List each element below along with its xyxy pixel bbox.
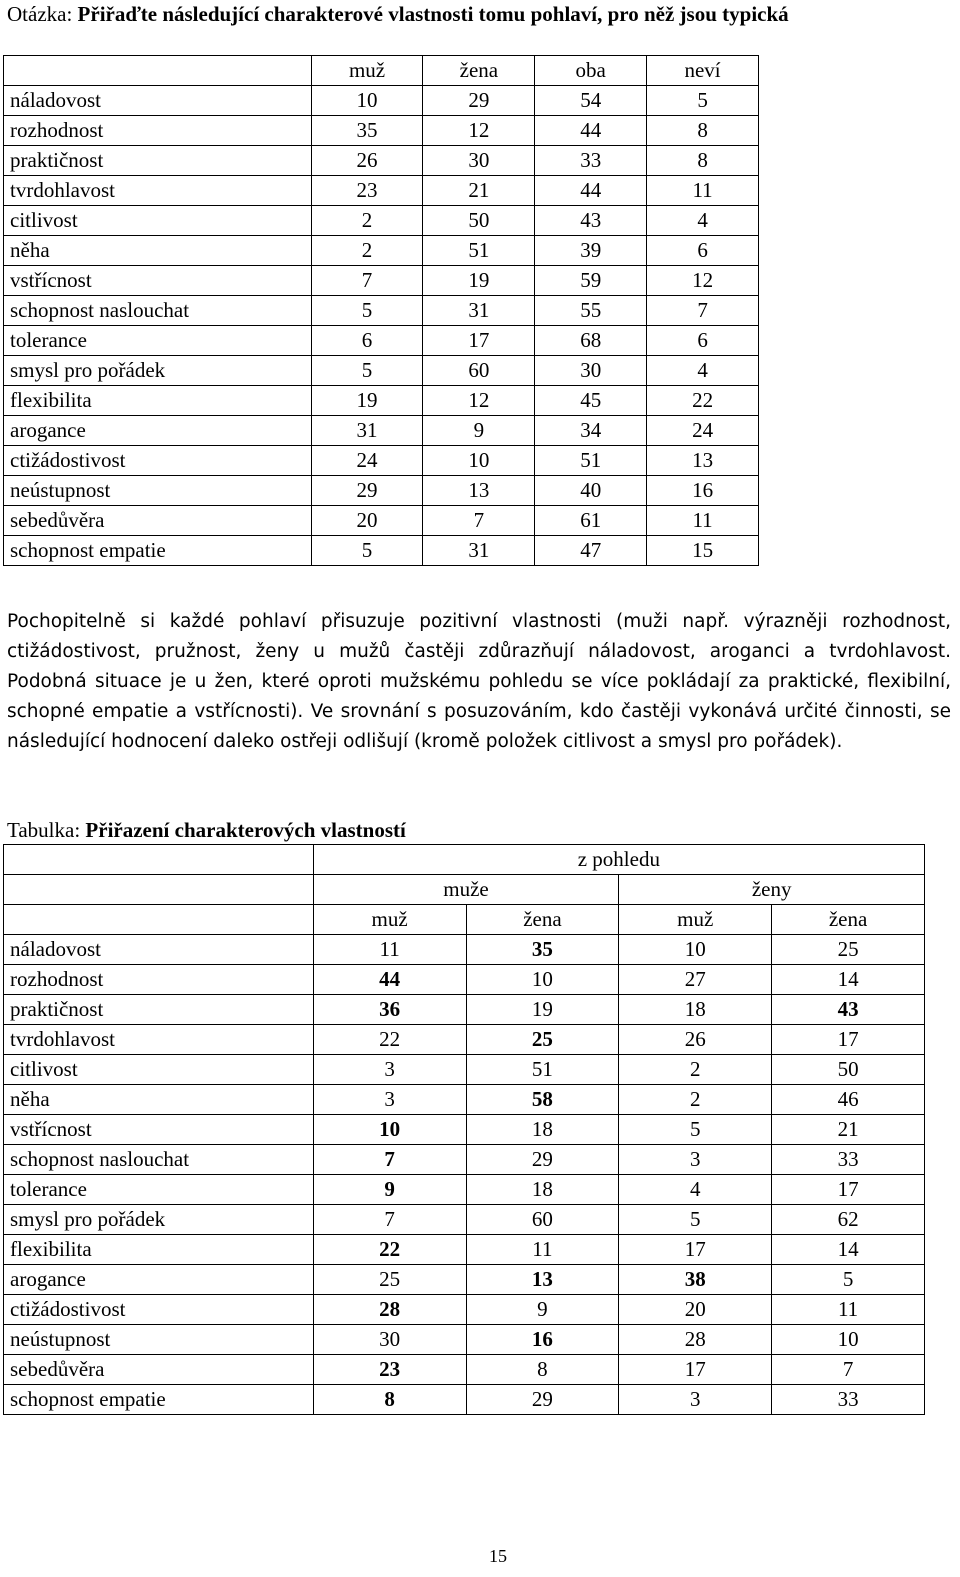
- header-empty: [4, 875, 314, 905]
- table-cell: 3: [313, 1055, 466, 1085]
- table-cell: 46: [772, 1085, 925, 1115]
- row-label: sebedůvěra: [4, 1355, 314, 1385]
- table-cell: 26: [311, 146, 423, 176]
- table-cell: 35: [466, 935, 619, 965]
- table-cell: 25: [772, 935, 925, 965]
- table-row: [4, 86, 759, 116]
- table-row: [4, 1055, 925, 1085]
- table-row: [4, 1265, 925, 1295]
- table2-heading: [7, 815, 406, 845]
- table-row: [4, 965, 925, 995]
- table-cell: 29: [466, 1385, 619, 1415]
- table-cell: 21: [772, 1115, 925, 1145]
- table-cell: 24: [311, 446, 423, 476]
- table-cell: 22: [647, 386, 759, 416]
- table-cell: 44: [535, 116, 647, 146]
- row-label: schopnost empatie: [4, 536, 312, 566]
- table-row: [4, 206, 759, 236]
- table-cell: 12: [647, 266, 759, 296]
- table-cell: 18: [619, 995, 772, 1025]
- table-cell: 62: [772, 1205, 925, 1235]
- row-label: praktičnost: [4, 995, 314, 1025]
- header-z-pohledu: z pohledu: [313, 845, 924, 875]
- question-heading: [7, 0, 953, 29]
- table-row: [4, 296, 759, 326]
- table-row: [4, 1205, 925, 1235]
- table-row: [4, 1145, 925, 1175]
- table-row: [4, 1175, 925, 1205]
- row-label: neústupnost: [4, 1325, 314, 1355]
- table-cell: 31: [423, 296, 535, 326]
- table-row: [4, 935, 925, 965]
- header-empty: [4, 845, 314, 875]
- table-cell: 10: [313, 1115, 466, 1145]
- table-cell: 31: [311, 416, 423, 446]
- header-nevi: neví: [647, 56, 759, 86]
- row-label: ctižádostivost: [4, 1295, 314, 1325]
- table-cell: 51: [466, 1055, 619, 1085]
- table-cell: 23: [311, 176, 423, 206]
- table-cell: 3: [619, 1145, 772, 1175]
- table-cell: 18: [466, 1115, 619, 1145]
- table-cell: 24: [647, 416, 759, 446]
- table-cell: 68: [535, 326, 647, 356]
- table2-prefix: Tabulka:: [7, 818, 81, 842]
- table-cell: 44: [535, 176, 647, 206]
- table-row: [4, 1085, 925, 1115]
- table-row: [4, 1295, 925, 1325]
- question-prefix: Otázka:: [7, 2, 73, 26]
- table-cell: 22: [313, 1235, 466, 1265]
- table-cell: 39: [535, 236, 647, 266]
- table-cell: 2: [619, 1055, 772, 1085]
- table-cell: 7: [647, 296, 759, 326]
- table-cell: 14: [772, 965, 925, 995]
- table-cell: 40: [535, 476, 647, 506]
- table-cell: 2: [311, 206, 423, 236]
- table-cell: 7: [313, 1145, 466, 1175]
- table-cell: 51: [535, 446, 647, 476]
- table-cell: 4: [647, 356, 759, 386]
- table-row: [4, 1325, 925, 1355]
- perspective-table-body: [4, 935, 925, 1415]
- table-cell: 18: [466, 1175, 619, 1205]
- row-label: arogance: [4, 1265, 314, 1295]
- header-muz: muž: [619, 905, 772, 935]
- table-cell: 28: [619, 1325, 772, 1355]
- table-cell: 50: [423, 206, 535, 236]
- table-cell: 17: [772, 1025, 925, 1055]
- row-label: tolerance: [4, 326, 312, 356]
- row-label: flexibilita: [4, 386, 312, 416]
- question-text: Přiřaďte následující charakterové vlastnosti tomu pohlaví, pro něž jsou typická: [77, 2, 789, 26]
- table-row: [4, 326, 759, 356]
- table-cell: 23: [313, 1355, 466, 1385]
- table-cell: 2: [311, 236, 423, 266]
- table2-title: Přiřazení charakterových vlastností: [85, 818, 406, 842]
- table-cell: 31: [423, 536, 535, 566]
- table-cell: 6: [647, 326, 759, 356]
- row-label: schopnost naslouchat: [4, 1145, 314, 1175]
- table-cell: 28: [313, 1295, 466, 1325]
- table-cell: 43: [772, 995, 925, 1025]
- table-cell: 35: [311, 116, 423, 146]
- table-cell: 7: [423, 506, 535, 536]
- table-cell: 33: [772, 1145, 925, 1175]
- row-label: vstřícnost: [4, 1115, 314, 1145]
- table-cell: 11: [647, 506, 759, 536]
- row-label: něha: [4, 236, 312, 266]
- table-cell: 7: [772, 1355, 925, 1385]
- row-label: vstřícnost: [4, 266, 312, 296]
- row-label: ctižádostivost: [4, 446, 312, 476]
- header-zena: žena: [466, 905, 619, 935]
- table-row: [4, 146, 759, 176]
- table-row: [4, 236, 759, 266]
- table-cell: 9: [466, 1295, 619, 1325]
- table-cell: 6: [647, 236, 759, 266]
- table-row: [4, 176, 759, 206]
- table-row: [4, 266, 759, 296]
- table-cell: 13: [466, 1265, 619, 1295]
- table-cell: 5: [619, 1205, 772, 1235]
- row-label: náladovost: [4, 86, 312, 116]
- table-cell: 43: [535, 206, 647, 236]
- table-cell: 16: [466, 1325, 619, 1355]
- table-cell: 8: [313, 1385, 466, 1415]
- table-header-row: [4, 905, 925, 935]
- table-cell: 6: [311, 326, 423, 356]
- table-cell: 19: [466, 995, 619, 1025]
- table-row: [4, 536, 759, 566]
- table-cell: 47: [535, 536, 647, 566]
- table-row: [4, 1025, 925, 1055]
- table-cell: 2: [619, 1085, 772, 1115]
- table-cell: 25: [313, 1265, 466, 1295]
- table-cell: 10: [772, 1325, 925, 1355]
- answers-table-body: [4, 86, 759, 566]
- table-cell: 36: [313, 995, 466, 1025]
- table-cell: 8: [466, 1355, 619, 1385]
- row-label: schopnost naslouchat: [4, 296, 312, 326]
- table-cell: 10: [311, 86, 423, 116]
- table-cell: 7: [313, 1205, 466, 1235]
- commentary-paragraph: Pochopitelně si každé pohlaví přisuzuje pozitivní vlastnosti (muži např. výrazněji rozhodnost, ctižádostivost, pružnost, ženy u mužů častěji zdůrazňují náladovost, aroganci a tvrdohlavost. Podobná situace je u žen, které oproti mužskému pohledu se více pokládají za praktické, flexibilní, schopné empatie a vstřícnosti). Ve srovnání s posuzováním, kdo častěji vykonává určité činnosti, se následující hodnocení daleko ostřeji odlišují (kromě položek citlivost a smysl pro pořádek).: [7, 611, 951, 752]
- row-label: rozhodnost: [4, 965, 314, 995]
- row-label: arogance: [4, 416, 312, 446]
- table-cell: 29: [466, 1145, 619, 1175]
- table-cell: 25: [466, 1025, 619, 1055]
- table-header-row: [4, 56, 759, 86]
- table-cell: 33: [772, 1385, 925, 1415]
- header-zena: žena: [772, 905, 925, 935]
- table-cell: 5: [772, 1265, 925, 1295]
- table-cell: 60: [466, 1205, 619, 1235]
- table-row: [4, 506, 759, 536]
- table-cell: 17: [619, 1355, 772, 1385]
- table-row: [4, 116, 759, 146]
- table-cell: 34: [535, 416, 647, 446]
- table-header-row: [4, 875, 925, 905]
- table-cell: 60: [423, 356, 535, 386]
- header-oba: oba: [535, 56, 647, 86]
- table-cell: 5: [311, 296, 423, 326]
- table-cell: 54: [535, 86, 647, 116]
- table-cell: 30: [423, 146, 535, 176]
- header-empty: [4, 905, 314, 935]
- row-label: tvrdohlavost: [4, 1025, 314, 1055]
- table-cell: 20: [311, 506, 423, 536]
- table-cell: 33: [535, 146, 647, 176]
- row-label: citlivost: [4, 206, 312, 236]
- table-cell: 29: [423, 86, 535, 116]
- row-label: sebedůvěra: [4, 506, 312, 536]
- row-label: neústupnost: [4, 476, 312, 506]
- table-cell: 10: [466, 965, 619, 995]
- table-cell: 13: [647, 446, 759, 476]
- table-cell: 10: [423, 446, 535, 476]
- table-row: [4, 1355, 925, 1385]
- table-row: [4, 1115, 925, 1145]
- table-cell: 13: [423, 476, 535, 506]
- table-row: [4, 416, 759, 446]
- table-cell: 38: [619, 1265, 772, 1295]
- table-cell: 9: [423, 416, 535, 446]
- table-cell: 19: [311, 386, 423, 416]
- table-cell: 9: [313, 1175, 466, 1205]
- table-cell: 5: [311, 356, 423, 386]
- table-cell: 26: [619, 1025, 772, 1055]
- table-cell: 58: [466, 1085, 619, 1115]
- table-cell: 21: [423, 176, 535, 206]
- row-label: smysl pro pořádek: [4, 1205, 314, 1235]
- row-label: praktičnost: [4, 146, 312, 176]
- table-cell: 8: [647, 116, 759, 146]
- table-row: [4, 356, 759, 386]
- table-cell: 4: [647, 206, 759, 236]
- table-cell: 3: [313, 1085, 466, 1115]
- table-row: [4, 446, 759, 476]
- table-header-row: [4, 845, 925, 875]
- table-row: [4, 386, 759, 416]
- table-cell: 45: [535, 386, 647, 416]
- table-cell: 12: [423, 386, 535, 416]
- row-label: náladovost: [4, 935, 314, 965]
- table-cell: 16: [647, 476, 759, 506]
- table-cell: 17: [772, 1175, 925, 1205]
- row-label: tolerance: [4, 1175, 314, 1205]
- table-cell: 20: [619, 1295, 772, 1325]
- table-row: [4, 995, 925, 1025]
- table-cell: 44: [313, 965, 466, 995]
- table-cell: 19: [423, 266, 535, 296]
- row-label: schopnost empatie: [4, 1385, 314, 1415]
- header-zena: žena: [423, 56, 535, 86]
- table-cell: 51: [423, 236, 535, 266]
- page-number: 15: [489, 1546, 507, 1566]
- table-row: [4, 1235, 925, 1265]
- header-group-zeny: ženy: [619, 875, 925, 905]
- table-cell: 8: [647, 146, 759, 176]
- table-cell: 55: [535, 296, 647, 326]
- table-cell: 12: [423, 116, 535, 146]
- header-muz: muž: [313, 905, 466, 935]
- row-label: smysl pro pořádek: [4, 356, 312, 386]
- table-cell: 15: [647, 536, 759, 566]
- table-cell: 7: [311, 266, 423, 296]
- table-cell: 59: [535, 266, 647, 296]
- table-cell: 5: [647, 86, 759, 116]
- table-cell: 50: [772, 1055, 925, 1085]
- table-cell: 11: [466, 1235, 619, 1265]
- table-cell: 11: [647, 176, 759, 206]
- table-cell: 4: [619, 1175, 772, 1205]
- header-muz: muž: [311, 56, 423, 86]
- table-cell: 30: [313, 1325, 466, 1355]
- header-empty: [4, 56, 312, 86]
- table-cell: 10: [619, 935, 772, 965]
- table-row: [4, 1385, 925, 1415]
- table-cell: 30: [535, 356, 647, 386]
- row-label: citlivost: [4, 1055, 314, 1085]
- table-cell: 11: [772, 1295, 925, 1325]
- table-cell: 22: [313, 1025, 466, 1055]
- table-cell: 17: [619, 1235, 772, 1265]
- table-cell: 61: [535, 506, 647, 536]
- perspective-table: [3, 844, 925, 1415]
- row-label: flexibilita: [4, 1235, 314, 1265]
- table-cell: 27: [619, 965, 772, 995]
- header-group-muze: muže: [313, 875, 619, 905]
- table-cell: 17: [423, 326, 535, 356]
- table-cell: 5: [311, 536, 423, 566]
- table-cell: 3: [619, 1385, 772, 1415]
- table-cell: 11: [313, 935, 466, 965]
- row-label: tvrdohlavost: [4, 176, 312, 206]
- table-row: [4, 476, 759, 506]
- table-cell: 29: [311, 476, 423, 506]
- row-label: něha: [4, 1085, 314, 1115]
- table-cell: 5: [619, 1115, 772, 1145]
- table-cell: 14: [772, 1235, 925, 1265]
- row-label: rozhodnost: [4, 116, 312, 146]
- answers-table: [3, 55, 759, 566]
